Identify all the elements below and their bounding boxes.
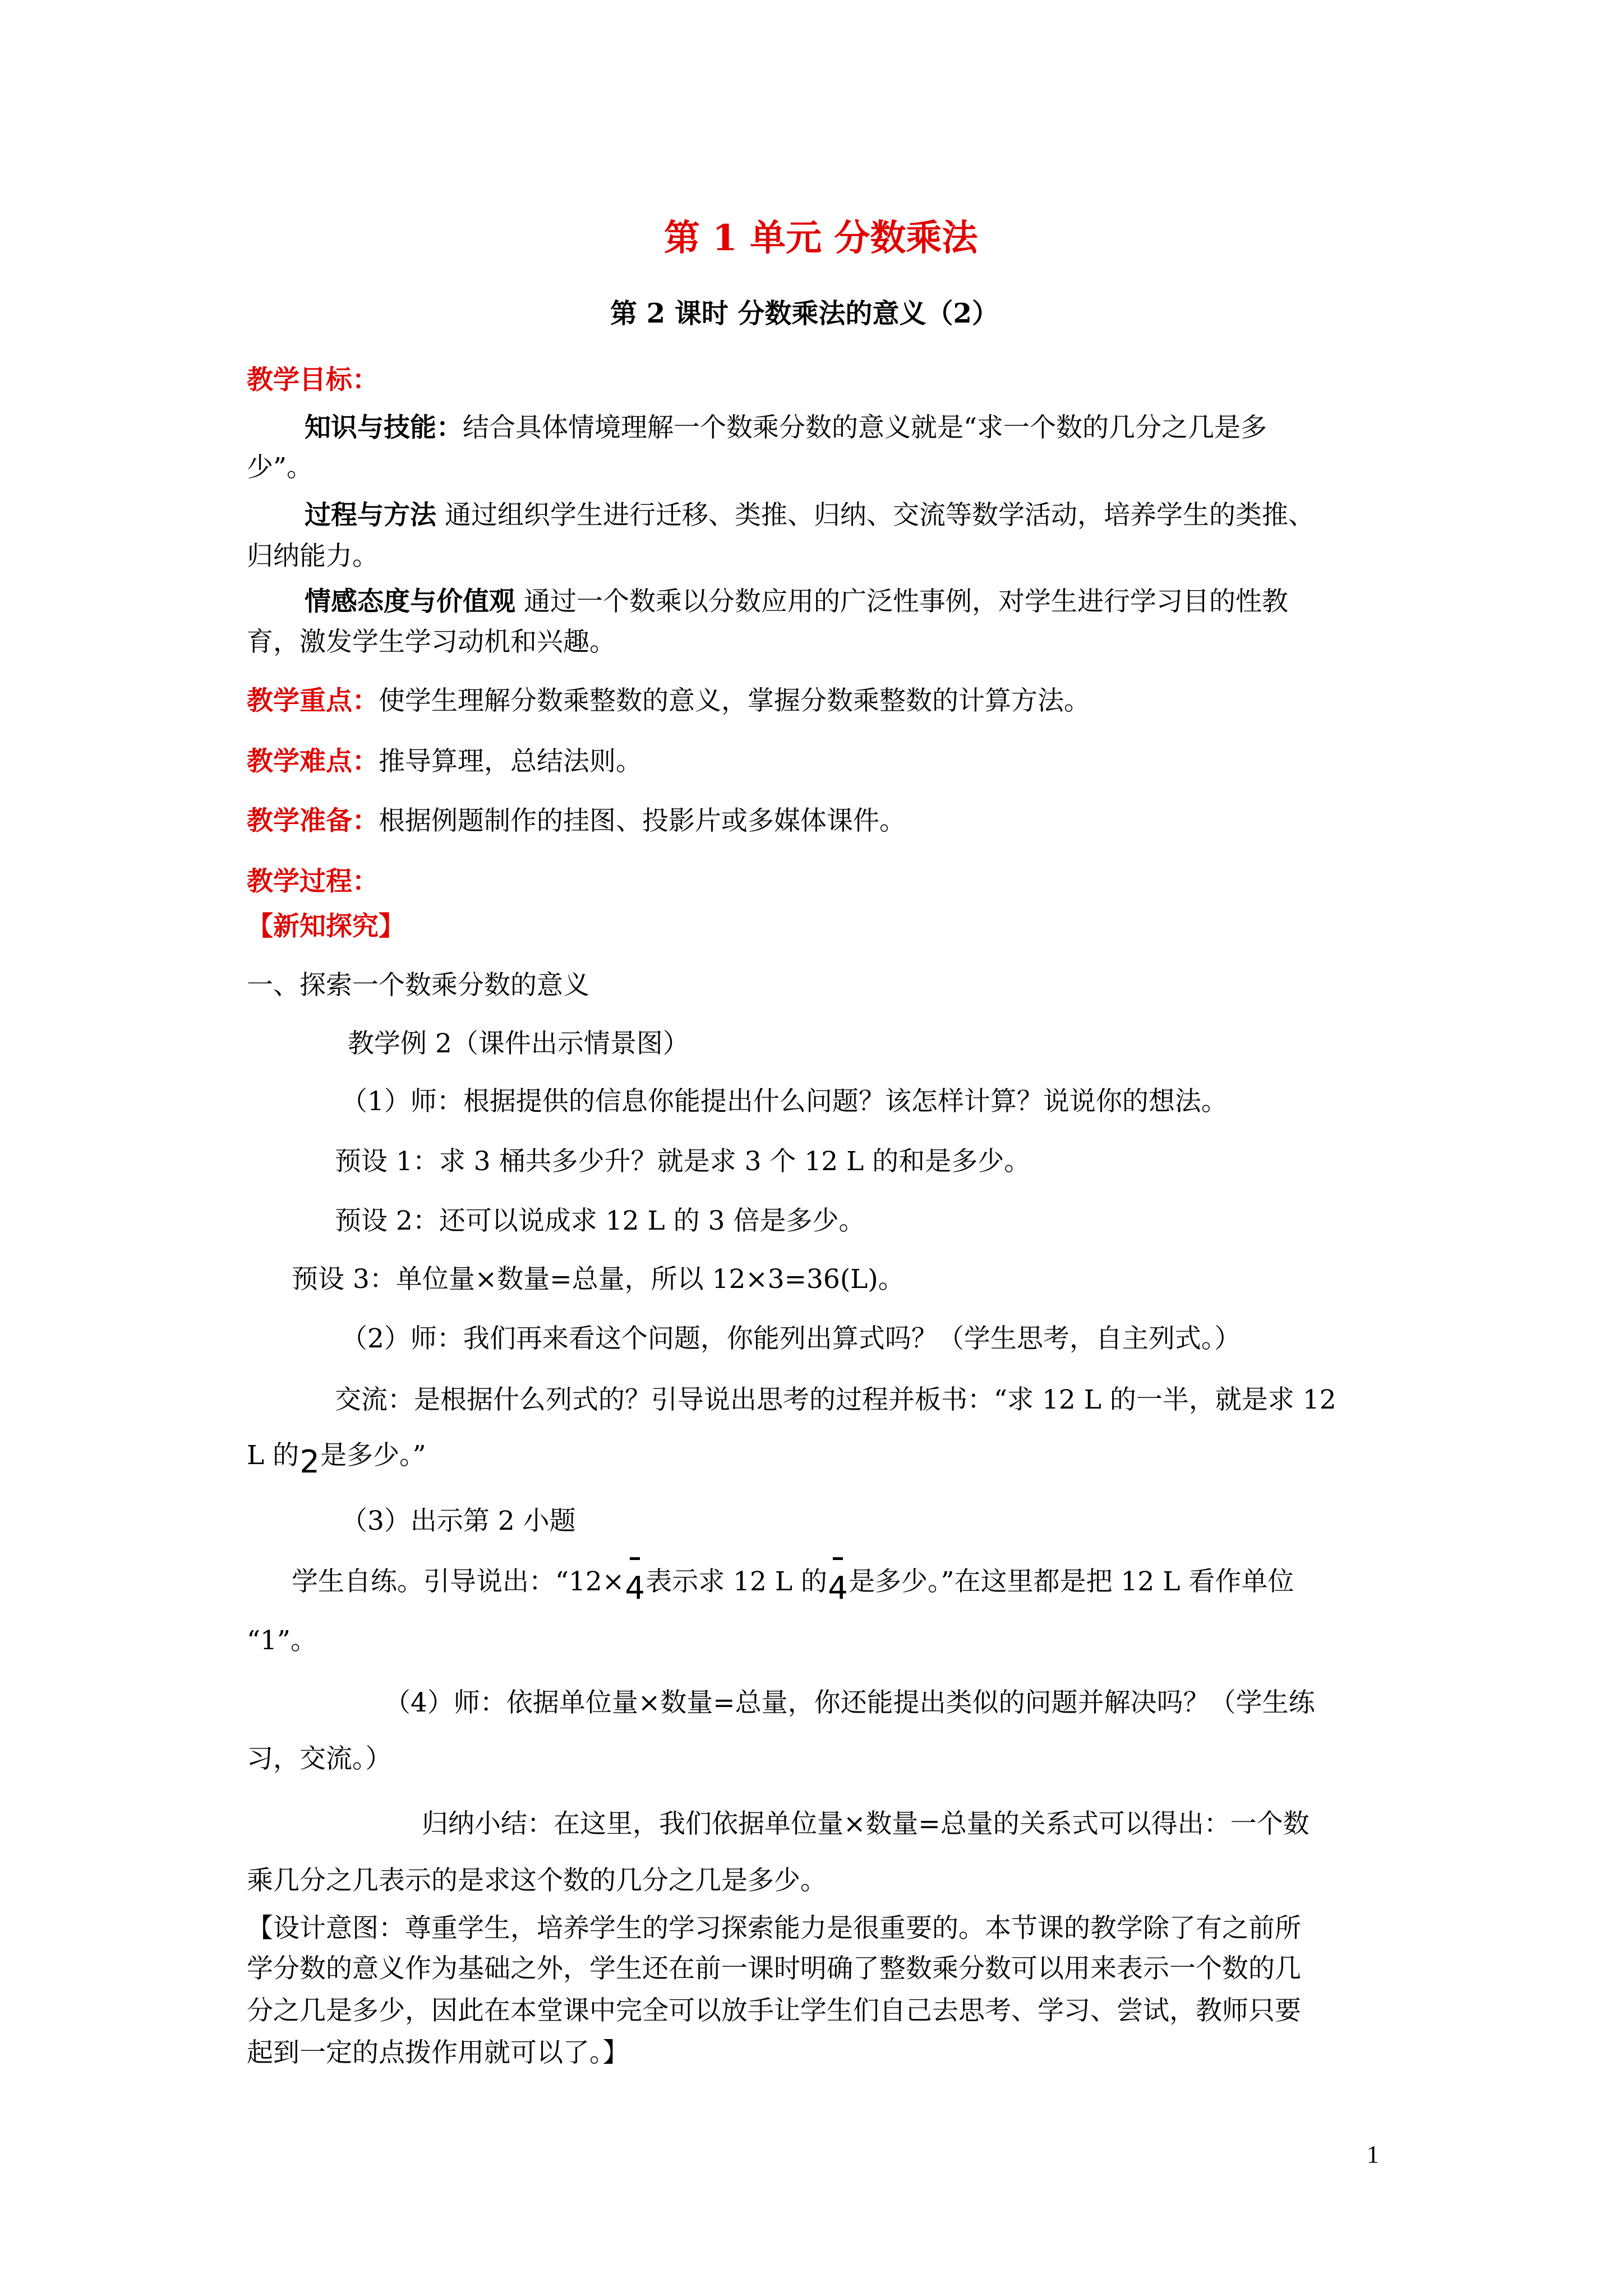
knowledge-label: 知识与技能：	[305, 412, 463, 443]
fraction-denominator: 4	[828, 1570, 848, 1607]
difficulty-label: 教学难点：	[247, 746, 379, 777]
question-2: （2）师：我们再来看这个问题，你能列出算式吗？（学生思考，自主列式。）	[341, 1323, 1241, 1354]
fraction-quarter-2	[827, 1565, 849, 1607]
process-line-1	[305, 499, 1315, 532]
question-4-line-2: 习，交流。）	[247, 1743, 392, 1774]
page-title: 第 1 单元 分数乘法	[664, 217, 978, 259]
practice-text-b: 表示求 12 L 的	[645, 1566, 828, 1597]
question-3: （3）出示第 2 小题	[341, 1506, 576, 1536]
practice-line-2: “1”。	[247, 1625, 317, 1656]
practice-text-c: 是多少。”在这里都是把 12 L 看作单位	[849, 1566, 1294, 1597]
section-1-heading: 一、探索一个数乘分数的意义	[247, 970, 589, 1001]
process-label: 过程与方法	[305, 500, 436, 531]
preset-2: 预设 2：还可以说成求 12 L 的 3 倍是多少。	[335, 1205, 865, 1236]
emotion-line-1	[305, 585, 1288, 619]
design-intent-line-4: 起到一定的点拨作用就可以了。】	[247, 2037, 629, 2068]
practice-text-a: 学生自练。引导说出：“12×	[292, 1566, 625, 1597]
preparation-line	[247, 804, 906, 838]
process-line-2: 归纳能力。	[247, 541, 379, 572]
objectives-heading: 教学目标：	[247, 365, 379, 395]
example-line: 教学例 2（课件出示情景图）	[348, 1028, 689, 1059]
exchange-text-b: 是多少。”	[320, 1440, 426, 1471]
key-label: 教学重点：	[247, 685, 379, 716]
process-heading: 教学过程：	[247, 866, 379, 897]
page-number: 1	[1367, 2141, 1379, 2168]
question-4-line-1: （4）师：依据单位量×数量=总量，你还能提出类似的问题并解决吗？（学生练	[384, 1687, 1315, 1718]
prep-label: 教学准备：	[247, 806, 379, 836]
question-1: （1）师：根据提供的信息你能提出什么问题？该怎样计算？说说你的想法。	[341, 1086, 1228, 1117]
fraction-half	[299, 1439, 320, 1480]
fraction-denominator: 2	[299, 1444, 320, 1480]
knowledge-text: 结合具体情境理解一个数乘分数的意义就是“求一个数的几分之几是多	[463, 412, 1267, 443]
fraction-denominator: 4	[625, 1570, 645, 1607]
summary-line-1: 归纳小结：在这里，我们依据单位量×数量=总量的关系式可以得出：一个数	[422, 1809, 1310, 1839]
exchange-line-1: 交流：是根据什么列式的？引导说出思考的过程并板书：“求 12 L 的一半，就是求 12	[335, 1384, 1336, 1415]
emotion-text: 通过一个数乘以分数应用的广泛性事例，对学生进行学习目的性教	[515, 586, 1288, 617]
preset-1: 预设 1：求 3 桶共多少升？就是求 3 个 12 L 的和是多少。	[335, 1146, 1031, 1177]
fraction-bar	[833, 1557, 843, 1560]
difficulty-line	[247, 745, 642, 779]
prep-text: 根据例题制作的挂图、投影片或多媒体课件。	[379, 806, 906, 836]
new-knowledge-heading: 【新知探究】	[247, 911, 405, 942]
practice-line-1	[292, 1565, 1294, 1607]
exchange-text-a: L 的	[247, 1440, 299, 1471]
key-text: 使学生理解分数乘整数的意义，掌握分数乘整数的计算方法。	[379, 685, 1090, 716]
key-point-line	[247, 684, 1090, 718]
fraction-bar	[630, 1557, 640, 1560]
exchange-line-2	[247, 1439, 426, 1480]
design-intent-line-1: 【设计意图：尊重学生，培养学生的学习探索能力是很重要的。本节课的教学除了有之前所	[247, 1913, 1301, 1944]
knowledge-line-1	[305, 411, 1267, 445]
preset-3: 预设 3：单位量×数量=总量，所以 12×3=36(L)。	[292, 1264, 905, 1295]
process-text: 通过组织学生进行迁移、类推、归纳、交流等数学活动，培养学生的类推、	[436, 500, 1315, 531]
lesson-subtitle: 第 2 课时 分数乘法的意义（2）	[610, 298, 999, 329]
design-intent-line-3: 分之几是多少，因此在本堂课中完全可以放手让学生们自己去思考、学习、尝试，教师只要	[247, 1995, 1301, 2026]
emotion-label: 情感态度与价值观	[305, 586, 515, 617]
summary-line-2: 乘几分之几表示的是求这个数的几分之几是多少。	[247, 1865, 827, 1896]
knowledge-line-2: 少”。	[247, 452, 313, 483]
design-intent-line-2: 学分数的意义作为基础之外，学生还在前一课时明确了整数乘分数可以用来表示一个数的几	[247, 1953, 1301, 1984]
emotion-line-2: 育，激发学生学习动机和兴趣。	[247, 627, 616, 657]
difficulty-text: 推导算理，总结法则。	[379, 746, 642, 777]
fraction-quarter-1	[624, 1565, 645, 1607]
